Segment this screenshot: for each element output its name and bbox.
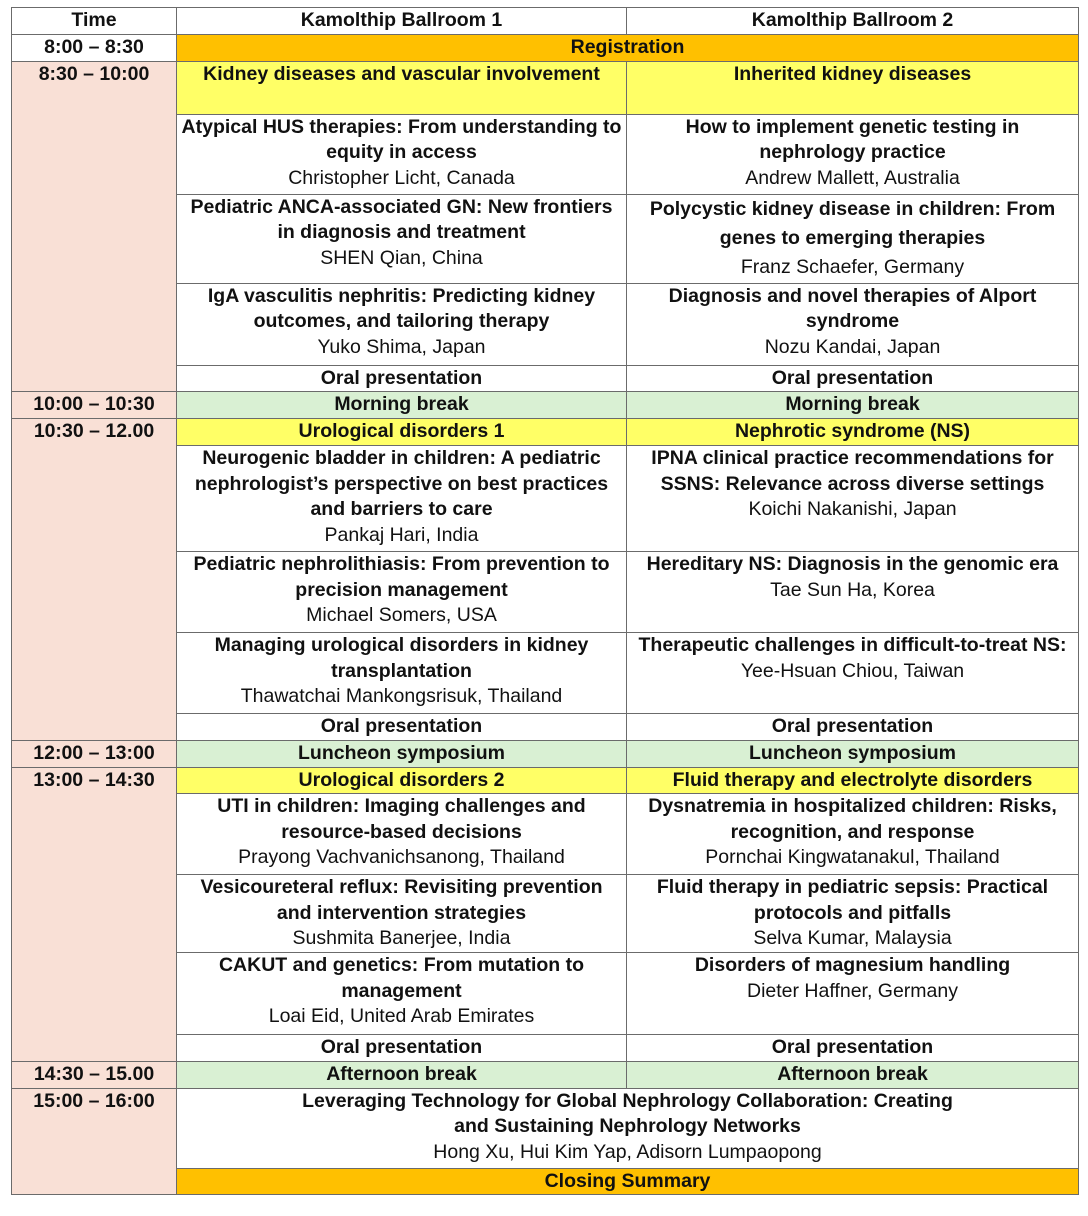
oral-presentation-room2: Oral presentation [627,714,1079,741]
plenary-speakers: Hong Xu, Hui Kim Yap, Adisorn Lumpaopong [433,1140,822,1163]
session-header-row [12,419,1079,446]
talk-title: Vesicoureteral reflux: Revisiting prevention and intervention strategies [200,876,603,924]
oral-presentation-room2: Oral presentation [627,1035,1079,1062]
talk-cell [627,794,1079,875]
session-header-row [12,61,1079,114]
talk-cell [177,794,627,875]
talk-title: Neurogenic bladder in children: A pediatric nephrologist’s perspective on best practices and barriers to care [194,447,609,520]
talk-speaker: Tae Sun Ha, Korea [770,578,935,601]
talk-cell [177,114,627,194]
break-row [12,740,1079,767]
talk-speaker: Koichi Nakanishi, Japan [748,498,957,520]
talk-speaker: Nozu Kandai, Japan [764,335,941,358]
talk-speaker: Selva Kumar, Malaysia [753,927,952,949]
talk-speaker: Yuko Shima, Japan [317,335,486,358]
talk-speaker: Franz Schaefer, Germany [740,255,965,278]
talk-title: How to implement genetic testing in nephrology practice [685,115,1020,163]
break-row [12,1061,1079,1088]
room1-column-header: Kamolthip Ballroom 1 [177,8,627,35]
oral-presentation-room1: Oral presentation [177,365,627,392]
break-cell-room2: Luncheon symposium [627,740,1079,767]
time-slot: 14:30 – 15.00 [12,1061,177,1088]
talk-speaker: Sushmita Banerjee, India [292,927,511,949]
time-slot: 8:00 – 8:30 [12,34,177,61]
talk-speaker: Andrew Mallett, Australia [745,166,960,189]
time-slot: 10:00 – 10:30 [12,392,177,419]
break-cell-room1: Luncheon symposium [177,740,627,767]
break-cell-room2: Morning break [627,392,1079,419]
plenary-title: Leveraging Technology for Global Nephrology Collaboration: Creating and Sustaining Nephrology Networks [302,1089,953,1137]
talk-speaker: Dieter Haffner, Germany [747,979,958,1002]
talk-cell [177,552,627,633]
talk-cell [627,446,1079,552]
plenary-cell [177,1088,1079,1168]
talk-speaker: Yee-Hsuan Chiou, Taiwan [740,659,965,682]
talk-speaker: Michael Somers, USA [306,604,497,626]
session-title-room1: Urological disorders 2 [177,767,627,794]
talk-title: Pediatric nephrolithiasis: From prevention to precision management [193,553,610,601]
talk-cell [627,283,1079,365]
time-slot: 15:00 – 16:00 [12,1088,177,1195]
talk-title: UTI in children: Imaging challenges and resource-based decisions [217,795,586,843]
registration-row [12,34,1079,61]
talk-cell [627,875,1079,953]
talk-title: IgA vasculitis nephritis: Predicting kidney outcomes, and tailoring therapy [207,284,596,332]
talk-speaker: SHEN Qian, China [320,246,483,269]
closing-summary-cell: Closing Summary [177,1168,1079,1195]
session-title-room2: Fluid therapy and electrolyte disorders [627,767,1079,794]
talk-title: Hereditary NS: Diagnosis in the genomic era [646,553,1059,575]
talk-cell [627,552,1079,633]
time-slot: 12:00 – 13:00 [12,740,177,767]
talk-cell [177,875,627,953]
talk-title: IPNA clinical practice recommendations for SSNS: Relevance across diverse settings [651,447,1054,495]
break-cell-room2: Afternoon break [627,1061,1079,1088]
time-slot: 10:30 – 12.00 [12,419,177,741]
talk-title: Diagnosis and novel therapies of Alport syndrome [668,284,1037,332]
talk-title: Dysnatremia in hospitalized children: Risks, recognition, and response [648,795,1057,843]
session-title-room2: Nephrotic syndrome (NS) [627,419,1079,446]
session-title-room1: Kidney diseases and vascular involvement [177,61,627,114]
talk-speaker: Thawatchai Mankongsrisuk, Thailand [240,685,563,707]
talk-cell [177,446,627,552]
talk-title: Managing urological disorders in kidney transplantation [214,634,589,682]
talk-cell [627,114,1079,194]
time-slot: 8:30 – 10:00 [12,61,177,392]
room2-column-header: Kamolthip Ballroom 2 [627,8,1079,35]
registration-cell: Registration [177,34,1079,61]
talk-cell [627,633,1079,714]
oral-presentation-room2: Oral presentation [627,365,1079,392]
oral-presentation-room1: Oral presentation [177,714,627,741]
break-row [12,392,1079,419]
talk-title: Therapeutic challenges in difficult-to-treat NS: [638,634,1067,656]
talk-speaker: Christopher Licht, Canada [288,166,515,189]
talk-speaker: Pornchai Kingwatanakul, Thailand [705,846,1000,868]
talk-speaker: Pankaj Hari, India [324,523,479,546]
break-cell-room1: Morning break [177,392,627,419]
talk-speaker: Prayong Vachvanichsanong, Thailand [238,846,565,868]
talk-title: CAKUT and genetics: From mutation to management [218,954,585,1002]
talk-cell [177,633,627,714]
talk-title: Disorders of magnesium handling [694,954,1011,976]
talk-cell [627,953,1079,1035]
talk-title: Pediatric ANCA-associated GN: New frontiers in diagnosis and treatment [190,195,613,243]
talk-title: Atypical HUS therapies: From understanding to equity in access [181,115,622,163]
session-header-row [12,767,1079,794]
session-title-room2: Inherited kidney diseases [627,61,1079,114]
time-column-header: Time [12,8,177,35]
header-row [12,8,1079,35]
talk-cell [177,953,627,1035]
session-title-room1: Urological disorders 1 [177,419,627,446]
talk-cell [627,194,1079,283]
talk-cell [177,283,627,365]
conference-schedule-table [11,7,1079,1195]
plenary-row [12,1088,1079,1168]
talk-title: Fluid therapy in pediatric sepsis: Practical protocols and pitfalls [656,876,1049,924]
talk-title: Polycystic kidney disease in children: From genes to emerging therapies [649,197,1056,249]
talk-cell [177,194,627,283]
break-cell-room1: Afternoon break [177,1061,627,1088]
time-slot: 13:00 – 14:30 [12,767,177,1061]
oral-presentation-room1: Oral presentation [177,1035,627,1062]
talk-speaker: Loai Eid, United Arab Emirates [268,1005,535,1027]
